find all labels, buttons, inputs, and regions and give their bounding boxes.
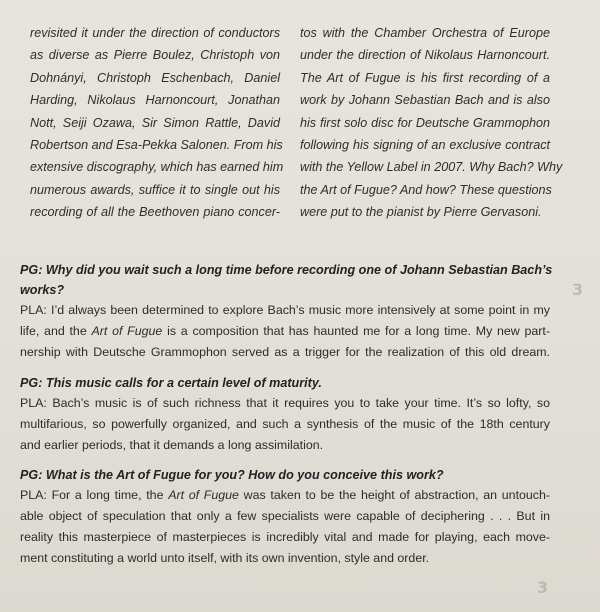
qa-block [20,260,553,363]
answer-line [20,393,550,414]
intro-line: work by Johann Sebastian Bach and is also [300,93,550,108]
answer-line [20,506,550,527]
intro-line: with the Yellow Label in 2007. Why Bach? Why [300,160,563,175]
question-line: PG: What is the Art of Fugue for you? How do you conceive this work? [20,468,444,482]
answer-text: multifarious, so powerfully organized, and such a synthesis of the music of the 18th century [20,417,550,431]
interview-question [20,260,553,300]
answer-line [20,485,550,506]
intro-line: numerous awards, suffice it to single out his [30,182,280,197]
answer-line [20,435,550,456]
answer-line [20,342,550,363]
answer-text: was taken to be the height of abstraction, an untouch- [238,488,550,502]
qa-block [20,373,550,456]
intro-line: under the direction of Nikolaus Harnoncourt. [300,48,550,63]
answer-text: PLA: For a long time, the [20,488,169,502]
answer-text: life, and the [20,324,92,338]
question-line: works? [20,283,65,297]
intro-line: the Art of Fugue? And how? These questions [300,182,552,197]
intro-line: Dohnányi, Christoph Eschenbach, Daniel [30,70,280,85]
intro-line: The Art of Fugue is his first recording of a [300,70,550,85]
intro-line: Nott, Seiji Ozawa, Sir Simon Rattle, David [30,115,280,130]
answer-text: and earlier periods, that it demands a long assimilation. [20,438,324,452]
answer-line [20,414,550,435]
qa-block [20,465,550,569]
answer-line [20,300,550,321]
intro-line: revisited it under the direction of conductors [30,26,280,40]
answer-text: reality this masterpiece of masterpieces is incredibly vital and made for playing, each move- [20,530,550,544]
answer-text: ment constituting a world unto itself, with its own invention, style and order. [20,551,430,565]
answer-text: PLA: I’d always been determined to explore Bach’s music more intensively at some point in my [20,303,550,317]
answer-text: nership with Deutsche Grammophon served as a trigger for the realization of this old dream. [20,345,550,359]
answer-line [20,321,550,342]
intro-line: extensive discography, which has earned him [30,160,284,175]
work-title: Art of Fugue [91,324,163,338]
intro-line: recording of all the Beethoven piano concer- [30,205,280,220]
intro-line: Harding, Nikolaus Harnoncourt, Jonathan [30,93,280,108]
interview-answer [20,300,550,363]
intro-line: Robertson and Esa-Pekka Salonen. From his [30,138,283,153]
page-number-bottom: 3 [537,578,549,597]
answer-line [20,548,550,569]
work-title: Art of Fugue [168,488,239,502]
intro-column-left [30,22,284,224]
intro-line: following his signing of an exclusive contract [300,138,550,153]
intro-line: his first solo disc for Deutsche Grammophon [300,115,550,130]
page-number-side: 3 [572,280,584,299]
interview-question [20,465,550,485]
question-line: PG: This music calls for a certain level of maturity. [20,376,322,390]
intro-line: as diverse as Pierre Boulez, Christoph von [30,48,280,63]
question-line: PG: Why did you wait such a long time before recording one of Johann Sebastian Bach’s [20,263,553,277]
interview-answer [20,393,550,456]
intro-line: were put to the pianist by Pierre Gervasoni. [300,205,542,220]
answer-text: PLA: Bach’s music is of such richness that it requires you to take your time. It’s so lofty, so [20,396,550,410]
intro-column-right [300,22,563,224]
answer-text: is a composition that has haunted me for a long time. My new part- [162,324,551,338]
answer-line [20,527,550,548]
interview-question [20,373,550,393]
intro-text [30,22,563,224]
intro-line: tos with the Chamber Orchestra of Europe [300,26,550,40]
answer-text: able object of speculation that only a few specialists were capable of deciphering . . . But in [20,509,550,523]
interview-answer [20,485,550,569]
